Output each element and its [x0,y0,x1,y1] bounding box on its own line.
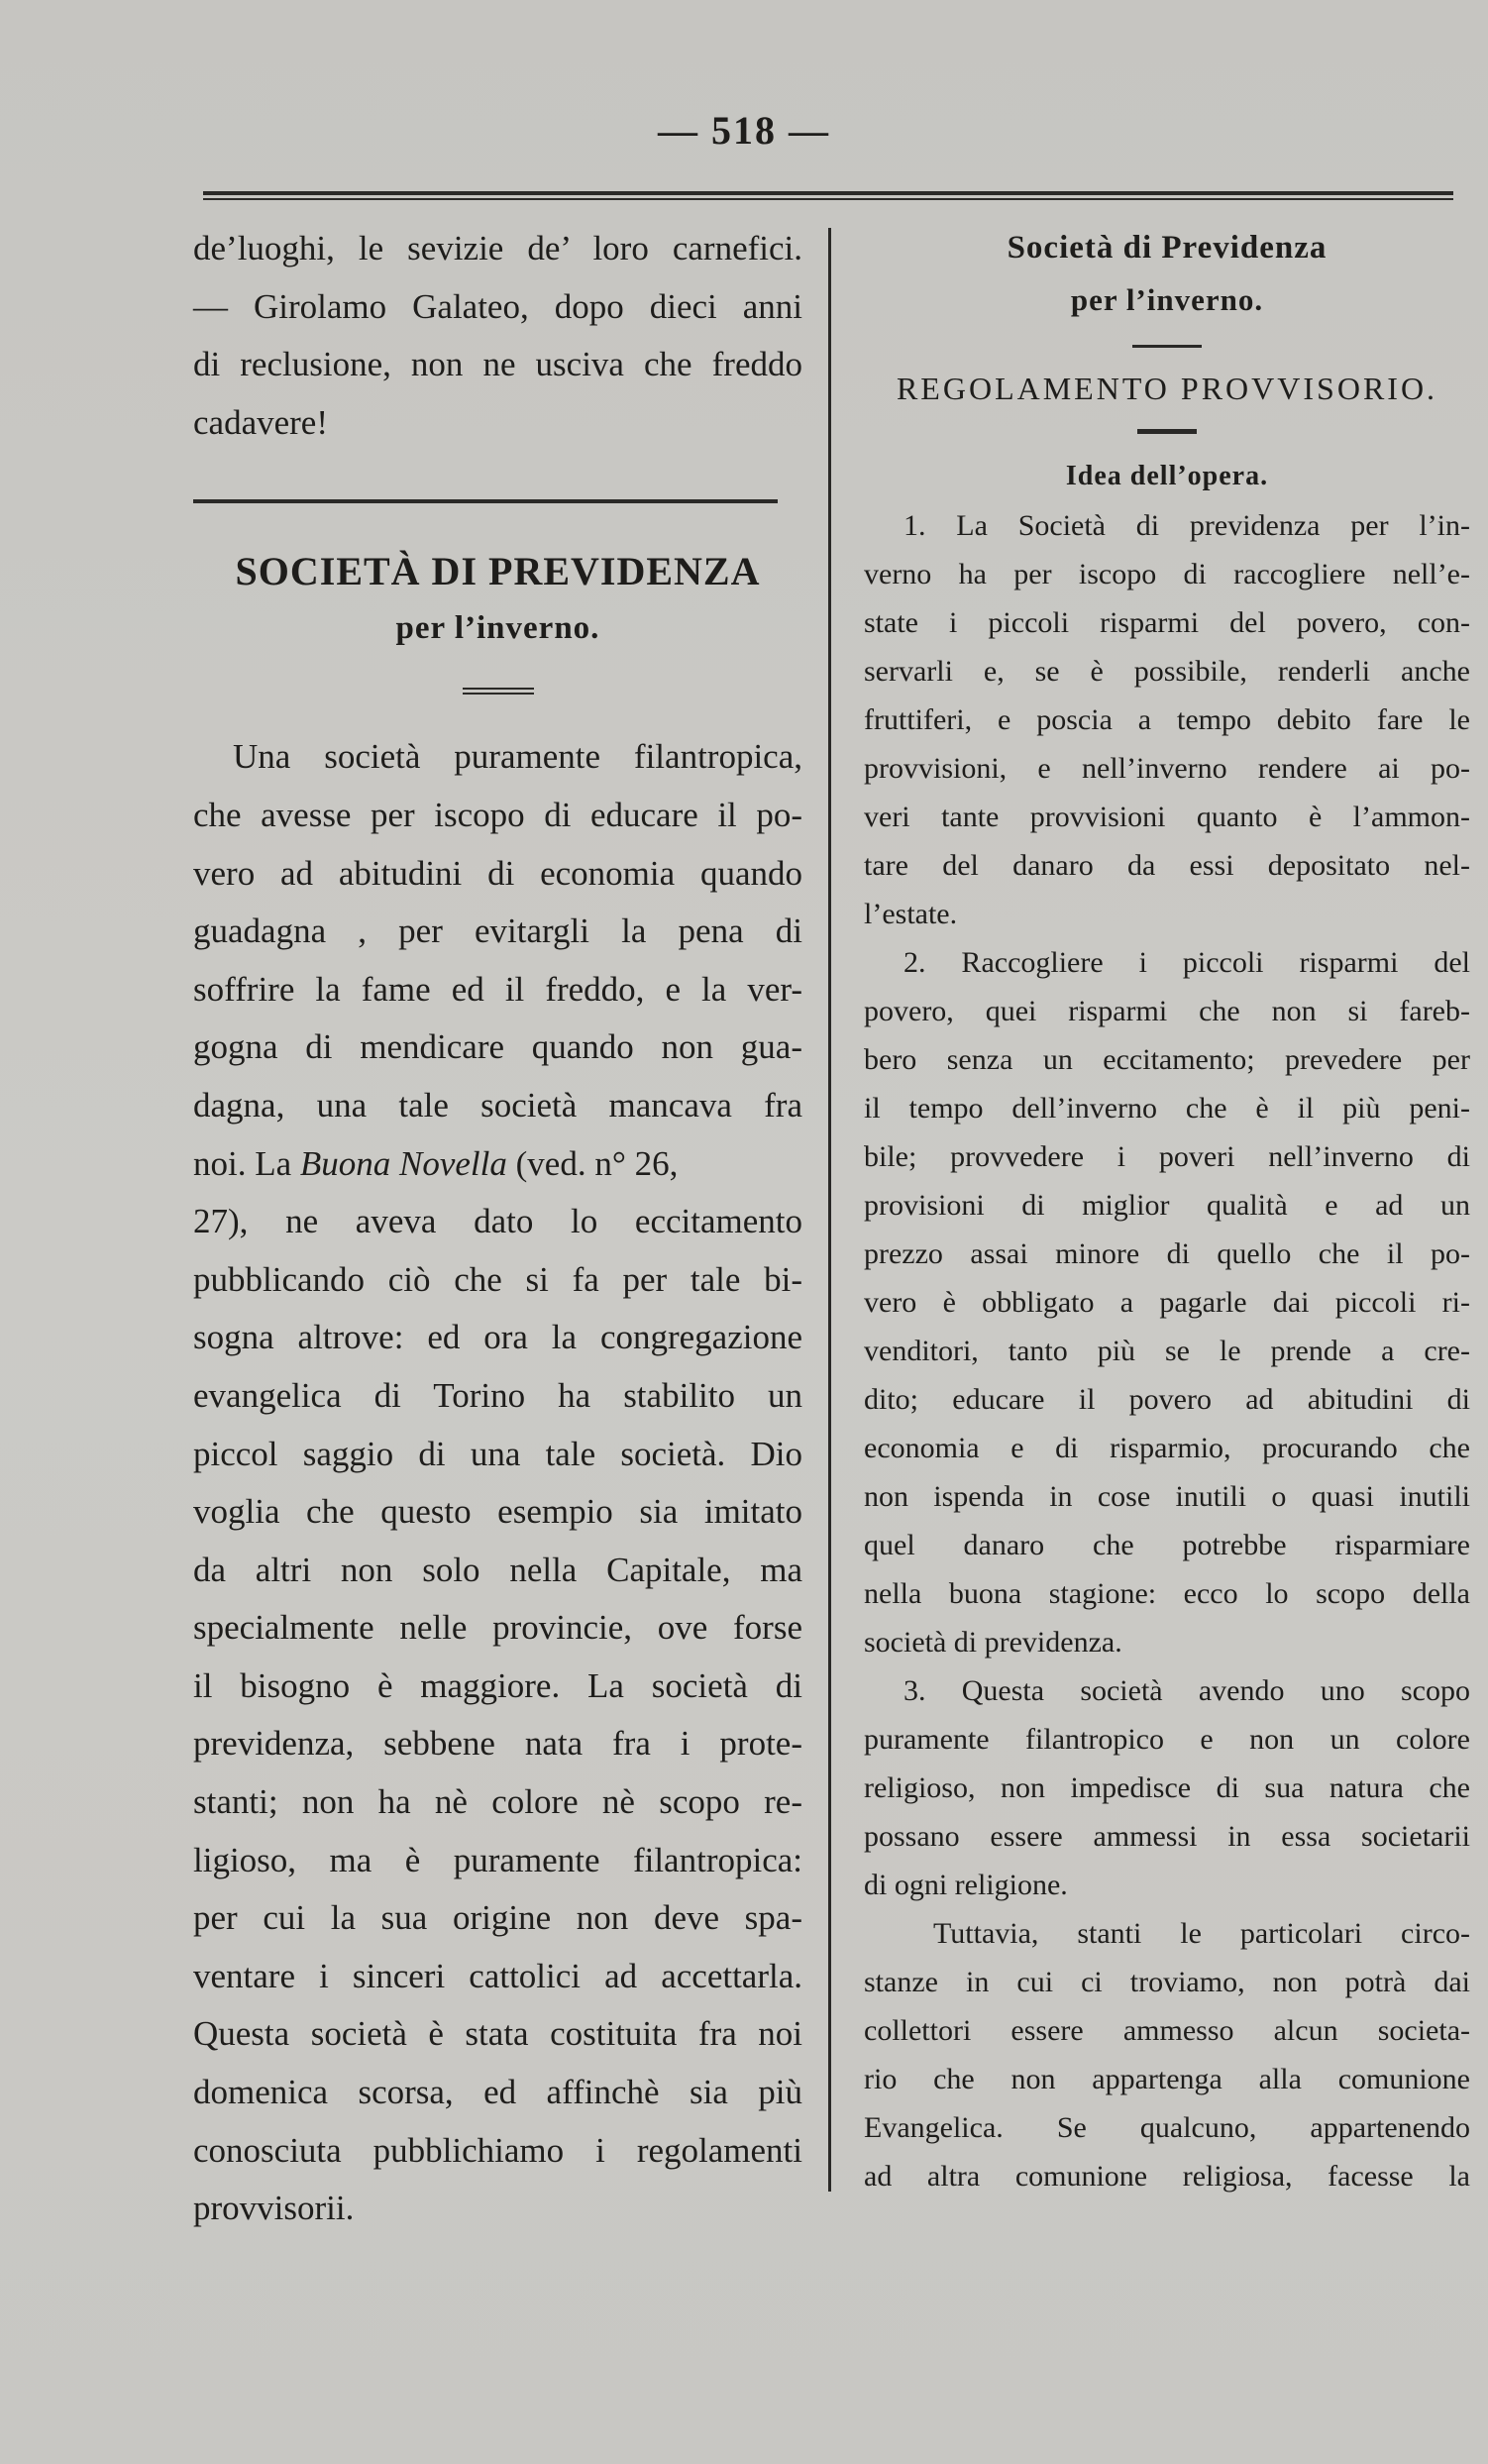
text-line: voglia che questo esempio sia imitato [193,1492,802,1532]
text-line: che avesse per iscopo di educare il po- [193,795,802,834]
regulation-title: REGOLAMENTO PROVVISORIO. [896,371,1438,406]
article-heading: SOCIETÀ DI PREVIDENZA [235,549,761,594]
text-line: Questa società è stata costituita fra noi [193,2014,802,2054]
text-line: pubblicando ciò che si fa per tale bi- [193,1259,802,1299]
text-line: di ogni religione. [864,1869,1068,1901]
text-line: 3. Questa società avendo uno scopo [903,1674,1470,1707]
text-line: servarli e, se è possibile, renderli anche [864,655,1470,688]
text-line: stanze in cui ci troviamo, non potrà dai [864,1966,1470,1998]
text-line-novella [193,1135,802,1194]
column-divider [828,228,831,2192]
text-line: società di previdenza. [864,1626,1122,1659]
text-fragment: (ved. n° 26, [506,1143,679,1183]
text-line: provvisioni, e nell’inverno rendere ai po- [864,752,1470,785]
text-line: 2. Raccogliere i piccoli risparmi del [903,946,1470,979]
text-line: vero ad abitudini di economia quando [193,853,802,893]
article-subheading: per l’inverno. [395,610,600,647]
text-line: ventare i sinceri cattolici ad accettarla. [193,1956,802,1995]
text-line: di reclusione, non ne usciva che freddo [193,345,802,384]
text-line: ligioso, ma è puramente filantropica: [193,1840,802,1879]
text-line: domenica scorsa, ed affinchè sia più [193,2073,802,2112]
text-line: 27), ne aveva dato lo eccitamento [193,1202,802,1241]
text-line: economia e di risparmio, procurando che [864,1432,1470,1464]
text-line: collettori essere ammesso alcun societa- [864,2014,1470,2047]
right-column [864,220,1470,2200]
text-line: Tuttavia, stanti le particolari circo- [933,1917,1470,1950]
text-line: gogna di mendicare quando non gua- [193,1027,802,1067]
text-line: provisioni di miglior qualità e ad un [864,1189,1470,1222]
text-line: non ispenda in cose inutili o quasi inutili [864,1480,1470,1513]
text-line: da altri non solo nella Capitale, ma [193,1550,802,1589]
text-line: bile; provvedere i poveri nell’inverno di [864,1140,1470,1173]
text-line: nella buona stagione: ecco lo scopo della [864,1577,1470,1610]
text-line: evangelica di Torino ha stabilito un [193,1375,802,1415]
text-line: tare del danaro da essi depositato nel- [864,849,1470,882]
text-line: per cui la sua origine non deve spa- [193,1898,802,1938]
header-rule [203,191,1453,200]
text-line: veri tante provvisioni quanto è l’ammon- [864,801,1470,833]
text-line: Una società puramente filantropica, [233,737,802,777]
heading-rule [463,688,534,695]
text-fragment: noi. La [193,1143,300,1183]
text-line: il bisogno è maggiore. La società di [193,1665,802,1705]
heading-rule [1132,345,1202,348]
text-line: puramente filantropico e non un colore [864,1723,1470,1756]
text-line: fruttiferi, e poscia a tempo debito fare le [864,703,1470,736]
text-line: specialmente nelle provincie, ove forse [193,1608,802,1648]
text-line: de’luoghi, le sevizie de’ loro carnefici. [193,229,802,268]
text-line: Evangelica. Se qualcuno, appartenendo [864,2111,1470,2144]
text-line: soffrire la fame ed il freddo, e la ver- [193,969,802,1009]
text-line: l’estate. [864,898,958,930]
text-line: state i piccoli risparmi del povero, con- [864,606,1470,639]
text-line: provvisorii. [193,2189,355,2228]
text-line: vero è obbligato a pagarle dai piccoli ri- [864,1286,1470,1319]
article-heading: Società di Previdenza [1007,230,1328,266]
title-rule [1137,429,1197,434]
page-number: — 518 — [658,108,830,153]
section-separator [193,499,778,503]
left-column [193,220,802,2238]
text-line: piccol saggio di una tale società. Dio [193,1434,802,1473]
text-line: possano essere ammessi in essa societarii [864,1820,1470,1853]
text-line: sogna altrove: ed ora la congregazione [193,1318,802,1357]
text-line: quel danaro che potrebbe risparmiare [864,1529,1470,1561]
text-line: 1. La Società di previdenza per l’in- [903,509,1470,542]
section-title: Idea dell’opera. [1065,461,1269,491]
text-line: prezzo assai minore di quello che il po- [864,1237,1470,1270]
italic-title: Buona Novella [299,1143,507,1183]
text-line: bero senza un eccitamento; prevedere per [864,1043,1470,1076]
text-line: dagna, una tale società mancava fra [193,1085,802,1125]
text-line: rio che non appartenga alla comunione [864,2063,1470,2095]
text-line: venditori, tanto più se le prende a cre- [864,1335,1470,1367]
text-line: povero, quei risparmi che non si fareb- [864,995,1470,1027]
text-line: conosciuta pubblichiamo i regolamenti [193,2130,802,2170]
text-line: previdenza, sebbene nata fra i prote- [193,1724,802,1764]
text-line: stanti; non ha nè colore nè scopo re- [193,1782,802,1822]
text-line: il tempo dell’inverno che è il più peni- [864,1092,1470,1125]
article-subheading: per l’inverno. [1070,282,1264,317]
text-line: verno ha per iscopo di raccogliere nell’e- [864,558,1470,590]
text-line: dito; educare il povero ad abitudini di [864,1383,1470,1416]
text-line: ad altra comunione religiosa, facesse la [864,2160,1470,2193]
text-line: religioso, non impedisce di sua natura che [864,1771,1470,1804]
text-line: — Girolamo Galateo, dopo dieci anni [193,286,802,326]
text-line: cadavere! [193,402,328,442]
text-line: guadagna , per evitargli la pena di [193,911,802,951]
